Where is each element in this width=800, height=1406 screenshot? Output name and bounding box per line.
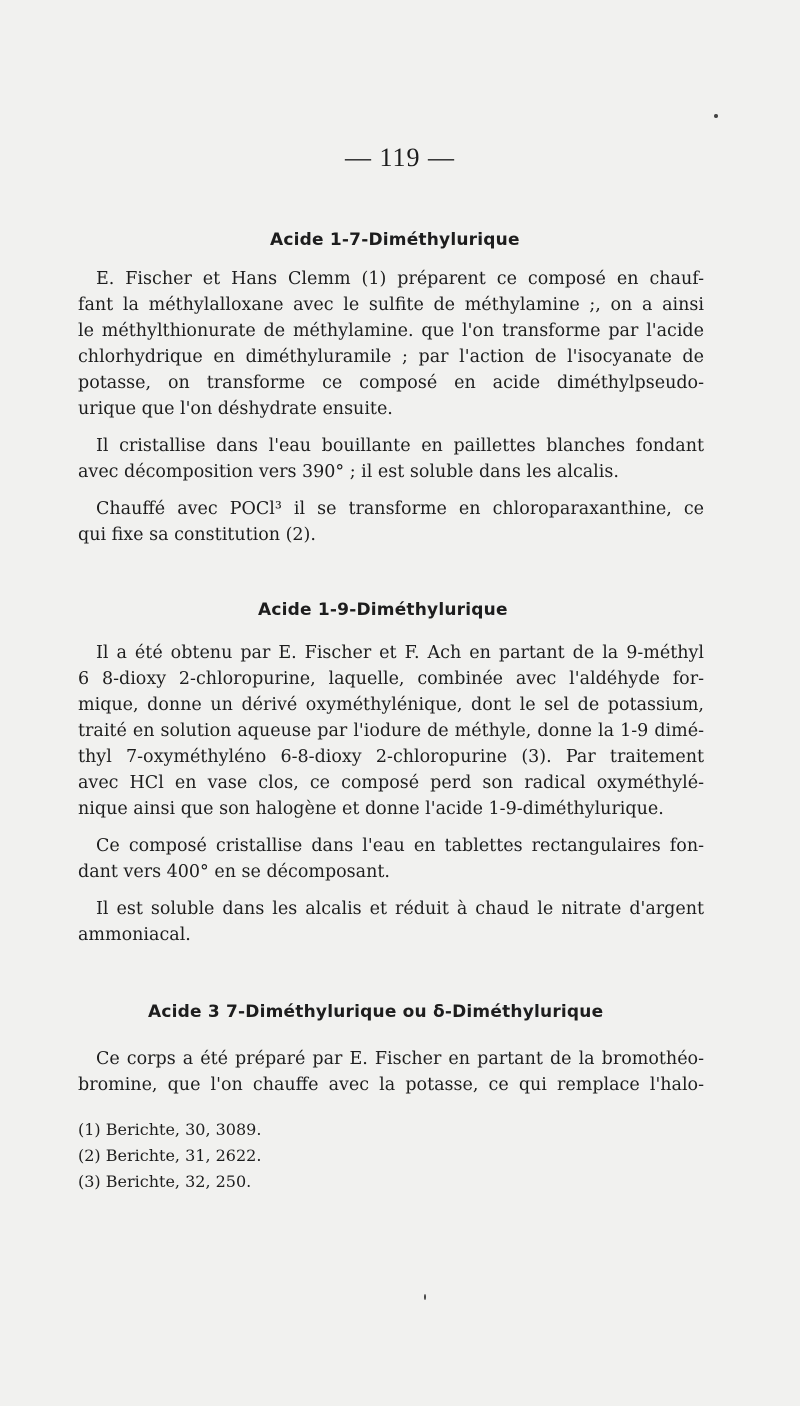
paragraph-line: Ce composé cristallise dans l'eau en tablettes rectangulaires fon-: [96, 836, 704, 856]
paragraph-line: ammoniacal.: [78, 925, 191, 945]
paragraph-line: urique que l'on déshydrate ensuite.: [78, 399, 393, 419]
paragraph-line: bromine, que l'on chauffe avec la potasse, ce qui remplace l'halo-: [78, 1075, 704, 1095]
paragraph-line: traité en solution aqueuse par l'iodure de méthyle, donne la 1-9 dimé-: [78, 721, 704, 741]
footnote: (1) Berichte, 30, 3089.: [78, 1120, 262, 1139]
footnote: (3) Berichte, 32, 250.: [78, 1172, 252, 1191]
paragraph-line: thyl 7-oxyméthyléno 6-8-dioxy 2-chloropurine (3). Par traitement: [78, 747, 704, 767]
paragraph-line: avec HCl en vase clos, ce composé perd son radical oxyméthylé-: [78, 773, 704, 793]
paragraph-line: dant vers 400° en se décomposant.: [78, 862, 390, 882]
paragraph-line: chlorhydrique en diméthyluramile ; par l'action de l'isocyanate de: [78, 347, 704, 367]
paragraph-line: mique, donne un dérivé oxyméthylénique, dont le sel de potassium,: [78, 695, 704, 715]
page-number: — 119 —: [344, 143, 456, 172]
paragraph-line: 6 8-dioxy 2-chloropurine, laquelle, combinée avec l'aldéhyde for-: [78, 669, 704, 689]
paragraph-line: E. Fischer et Hans Clemm (1) préparent ce composé en chauf-: [96, 269, 704, 289]
paragraph-line: Il a été obtenu par E. Fischer et F. Ach en partant de la 9-méthyl: [96, 643, 704, 663]
footnote: (2) Berichte, 31, 2622.: [78, 1146, 262, 1165]
paragraph-line: nique ainsi que son halogène et donne l'acide 1-9-diméthylurique.: [78, 799, 664, 819]
paragraph-line: potasse, on transforme ce composé en acide diméthylpseudo-: [78, 373, 704, 393]
scan-speck: [714, 114, 718, 118]
paragraph-line: Il est soluble dans les alcalis et réduit à chaud le nitrate d'argent: [96, 899, 704, 919]
paragraph-line: Ce corps a été préparé par E. Fischer en partant de la bromothéo-: [96, 1049, 704, 1069]
section-heading: Acide 3 7-Diméthylurique ou δ-Diméthylurique: [148, 1002, 604, 1022]
section-heading: Acide 1-9-Diméthylurique: [258, 600, 508, 620]
paragraph-line: fant la méthylalloxane avec le sulfite de méthylamine ;, on a ainsi: [78, 295, 704, 315]
section-heading: Acide 1-7-Diméthylurique: [270, 230, 520, 250]
scan-speck: [424, 1294, 426, 1300]
paragraph-line: avec décomposition vers 390° ; il est soluble dans les alcalis.: [78, 462, 619, 482]
paragraph-line: qui fixe sa constitution (2).: [78, 525, 316, 545]
paragraph-line: le méthylthionurate de méthylamine. que l'on transforme par l'acide: [78, 321, 704, 341]
paragraph-line: Chauffé avec POCl³ il se transforme en chloroparaxanthine, ce: [96, 499, 704, 519]
paragraph-line: Il cristallise dans l'eau bouillante en paillettes blanches fondant: [96, 436, 704, 456]
